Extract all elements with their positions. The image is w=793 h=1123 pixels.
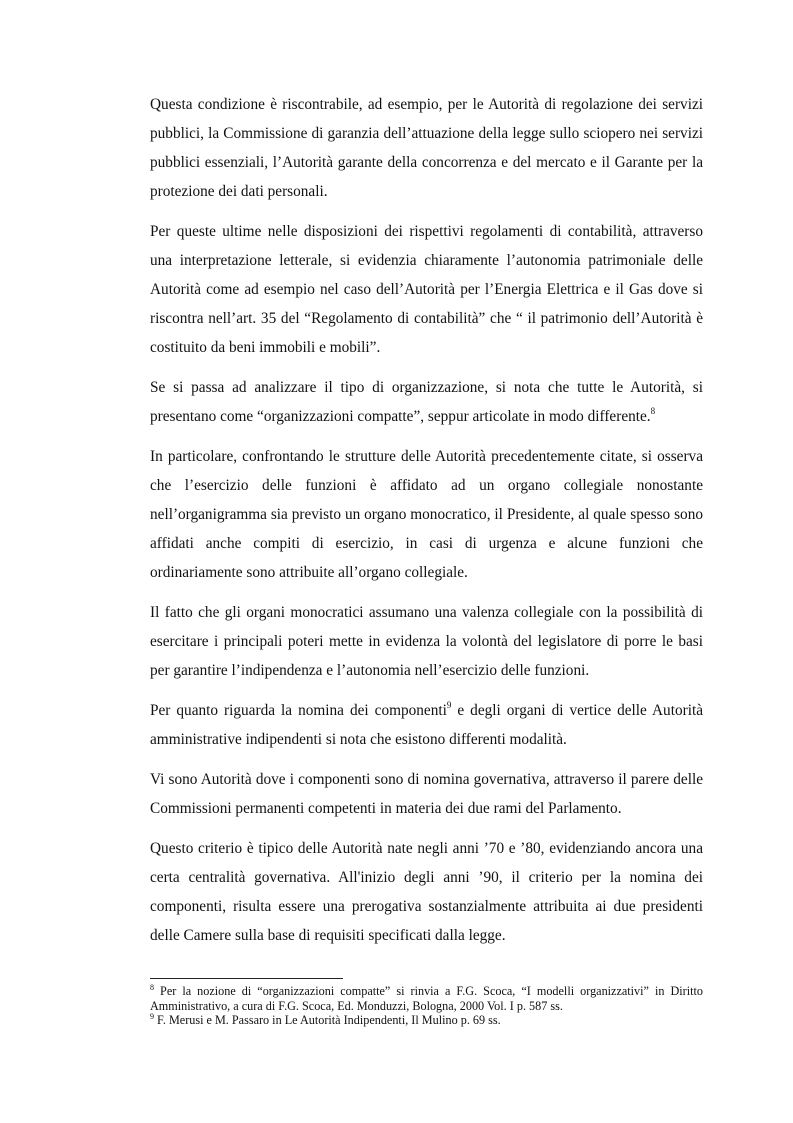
paragraph-6-text-before: Per quanto riguarda la nomina dei componenti [150, 702, 447, 719]
paragraph-2 [150, 217, 703, 362]
paragraph-7-text: Vi sono Autorità dove i componenti sono di nomina governativa, attraverso il parere delle Commissioni permanenti competenti in materia dei due rami del Parlamento. [150, 771, 703, 817]
paragraph-6-text-after: e degli organi di vertice delle Autorità amministrative indipendenti si nota che esistono differenti modalità. [150, 702, 703, 748]
footnote-8 [150, 984, 703, 1013]
paragraph-8 [150, 834, 703, 950]
footnote-ref-9[interactable]: 9 [446, 700, 452, 710]
body-text [150, 90, 703, 961]
footnote-8-text: Per la nozione di “organizzazioni compatte” si rinvia a F.G. Scoca, “I modelli organizzativi” in Diritto Amministrativo, a cura di F.G. Scoca, Ed. Monduzzi, Bologna, 2000 Vol. I p. 587 ss. [150, 984, 703, 1013]
paragraph-1 [150, 90, 703, 206]
paragraph-4-text: In particolare, confrontando le strutture delle Autorità precedentemente citate, si osserva che l’esercizio delle funzioni è affidato ad un organo collegiale nonostante nell’organigramma sia previsto un organo monocratico, il Presidente, al quale spesso sono affidati anche compiti di esercizio, in casi di urgenza e alcune funzioni che ordinariamente sono attribuite all’organo collegiale. [150, 448, 703, 581]
paragraph-4 [150, 442, 703, 587]
footnote-8-number: 8 [150, 983, 154, 992]
paragraph-3 [150, 373, 703, 431]
footnotes [150, 984, 703, 1028]
footnote-9-text: F. Merusi e M. Passaro in Le Autorità Indipendenti, Il Mulino p. 69 ss. [154, 1013, 501, 1027]
paragraph-5 [150, 598, 703, 685]
footnote-9 [150, 1013, 703, 1028]
footnote-divider [150, 978, 343, 979]
paragraph-7 [150, 765, 703, 823]
footnote-ref-8[interactable]: 8 [650, 406, 656, 416]
paragraph-1-text: Questa condizione è riscontrabile, ad esempio, per le Autorità di regolazione dei servizi pubblici, la Commissione di garanzia dell’attuazione della legge sullo sciopero nei servizi pubblici essenziali, l’Autorità garante della concorrenza e del mercato e il Garante per la protezione dei dati personali. [150, 96, 703, 200]
paragraph-6 [150, 696, 703, 754]
paragraph-3-text: Se si passa ad analizzare il tipo di organizzazione, si nota che tutte le Autorità, si presentano come “organizzazioni compatte”, seppur articolate in modo differente. [150, 379, 703, 425]
paragraph-2-text: Per queste ultime nelle disposizioni dei rispettivi regolamenti di contabilità, attraverso una interpretazione letterale, si evidenzia chiaramente l’autonomia patrimoniale delle Autorità come ad esempio nel caso dell’Autorità per l’Energia Elettrica e il Gas dove si riscontra nell’art. 35 del “Regolamento di contabilità” che “ il patrimonio dell’Autorità è costituito da beni immobili e mobili”. [150, 223, 703, 356]
footnote-9-number: 9 [150, 1012, 154, 1021]
paragraph-5-text: Il fatto che gli organi monocratici assumano una valenza collegiale con la possibilità di esercitare i principali poteri mette in evidenza la volontà del legislatore di porre le basi per garantire l’indipendenza e l’autonomia nell’esercizio delle funzioni. [150, 604, 703, 679]
paragraph-8-text: Questo criterio è tipico delle Autorità nate negli anni ’70 e ’80, evidenziando ancora una certa centralità governativa. All'inizio degli anni ’90, il criterio per la nomina dei componenti, risulta essere una prerogativa sostanzialmente attribuita ai due presidenti delle Camere sulla base di requisiti specificati dalla legge. [150, 840, 703, 944]
